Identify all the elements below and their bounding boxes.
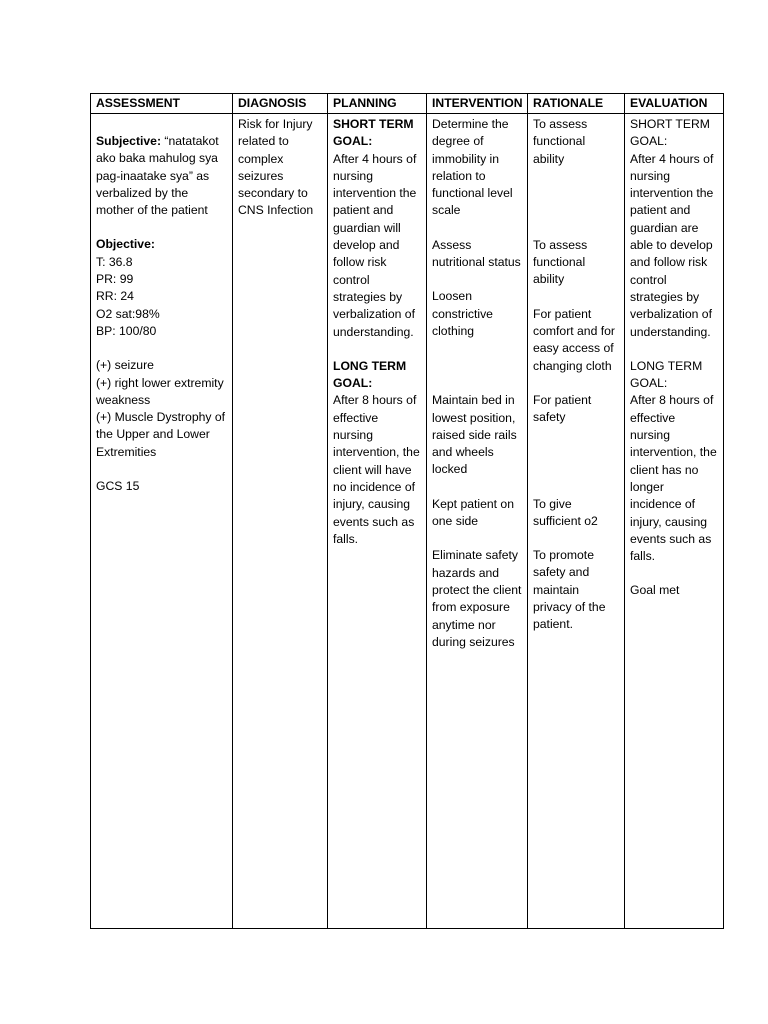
rationale-cell [528, 114, 625, 929]
intervention-cell [427, 114, 528, 929]
planning-long-term-label: LONG TERM GOAL: [333, 358, 407, 391]
diagnosis-cell [233, 114, 328, 929]
planning-cell [328, 114, 427, 929]
rationale-item: To assess functional ability [533, 237, 588, 287]
evaluation-short-term-label: SHORT TERM GOAL: [630, 117, 710, 149]
rationale-item: For patient comfort and for easy access of changing cloth [533, 306, 615, 373]
header-rationale: RATIONALE [528, 94, 625, 114]
intervention-item: Maintain bed in lowest position, raised side rails and wheels locked [432, 393, 517, 477]
intervention-item: Eliminate safety hazards and protect the client from exposure anytime nor during seizures [432, 548, 522, 649]
header-planning: PLANNING [328, 94, 427, 114]
gcs-score: GCS 15 [96, 479, 140, 494]
assessment-findings: (+) seizure (+) right lower extremity weakness (+) Muscle Dystrophy of the Upper and Lower Extremities [96, 358, 226, 459]
header-intervention: INTERVENTION [427, 94, 528, 114]
intervention-item: Assess nutritional status [432, 237, 521, 270]
header-evaluation: EVALUATION [625, 94, 724, 114]
rationale-item: To give sufficient o2 [533, 496, 598, 528]
planning-short-term-label: SHORT TERM GOAL: [333, 117, 414, 149]
header-row [91, 94, 724, 114]
evaluation-short-term-text: After 4 hours of nursing intervention the patient and guardian are able to develop and follow risk control strategies by verbalization of understanding. [630, 151, 714, 339]
intervention-item: Loosen constrictive clothing [432, 289, 493, 338]
rationale-item: For patient safety [533, 392, 592, 425]
intervention-item: Determine the degree of immobility in relation to functional level scale [432, 117, 513, 218]
nursing-care-plan-table [90, 93, 724, 929]
subjective-block [96, 133, 227, 219]
subjective-text: “natatakot ako baka mahulog sya pag-inaatake sya” as verbalized by the mother of the patient [96, 134, 219, 218]
evaluation-long-term-label: LONG TERM GOAL: [630, 358, 703, 391]
evaluation-result: Goal met [630, 583, 680, 598]
header-assessment: ASSESSMENT [91, 94, 233, 114]
subjective-label: Subjective: [96, 134, 162, 148]
evaluation-long-term-text: After 8 hours of effective nursing intervention, the client has no longer incidence of injury, causing events such as falls. [630, 393, 717, 564]
planning-long-term-text: After 8 hours of effective nursing intervention, the client will have no incidence of injury, causing events such as falls. [333, 393, 420, 546]
vital-signs: T: 36.8 PR: 99 RR: 24 O2 sat:98% BP: 100/80 [96, 254, 160, 338]
intervention-item: Kept patient on one side [432, 496, 514, 529]
rationale-item: To promote safety and maintain privacy of the patient. [533, 548, 606, 632]
rationale-item: To assess functional ability [533, 117, 588, 166]
header-diagnosis: DIAGNOSIS [233, 94, 328, 114]
content-row [91, 114, 724, 929]
evaluation-cell [625, 114, 724, 929]
objective-label: Objective: [96, 237, 155, 252]
assessment-cell [91, 114, 233, 929]
diagnosis-text: Risk for Injury related to complex seizures secondary to CNS Infection [238, 117, 314, 218]
planning-short-term-text: After 4 hours of nursing intervention the patient and guardian will develop and follow risk control strategies by verbalization of understanding. [333, 151, 417, 339]
